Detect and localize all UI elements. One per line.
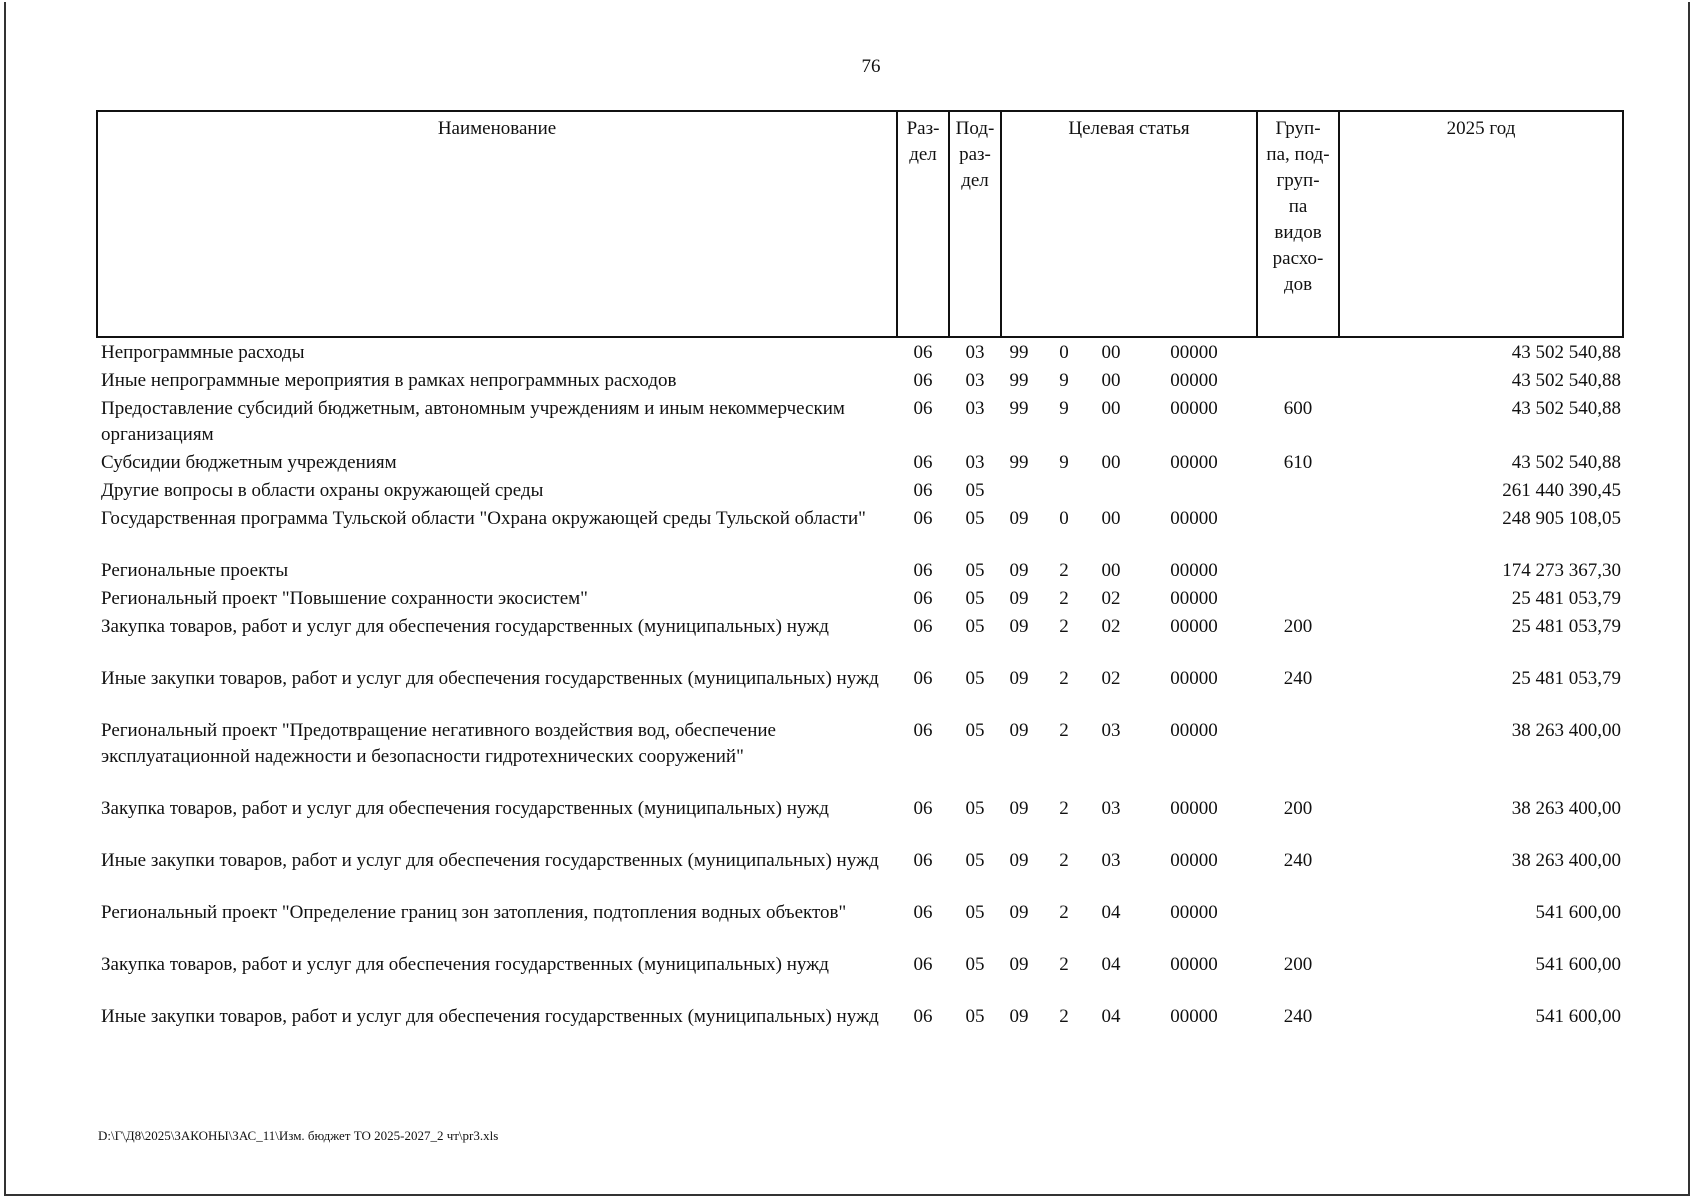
- row-target-event: 03: [1101, 798, 1121, 819]
- row-name: Региональный проект "Повышение сохранности экосистем": [101, 588, 588, 609]
- row-expense-group: [1257, 556, 1339, 584]
- row-target-subprogram: 9: [1059, 452, 1069, 473]
- row-target-event: 04: [1101, 954, 1121, 975]
- row-target-subprogram: 9: [1059, 370, 1069, 391]
- row-name: Иные непрограммные мероприятия в рамках непрограммных расходов: [101, 370, 677, 391]
- row-target-program: 99: [1009, 398, 1029, 419]
- row-target-program: 09: [1009, 668, 1029, 689]
- row-amount: 38 263 400,00: [1511, 850, 1622, 871]
- row-target-direction: 00000: [1170, 668, 1218, 689]
- row-target-program: 09: [1009, 954, 1029, 975]
- row-subsection: 05: [965, 668, 985, 689]
- header-section: Раз- дел: [897, 111, 949, 337]
- table-header-row: [97, 111, 1623, 337]
- header-name: Наименование: [97, 111, 897, 337]
- row-target-event: 02: [1101, 616, 1121, 637]
- row-amount: 174 273 367,30: [1502, 560, 1622, 581]
- row-subsection: 03: [965, 370, 985, 391]
- row-target-program: 09: [1009, 902, 1029, 923]
- row-expense-group: 240: [1283, 850, 1313, 871]
- row-target-subprogram: 0: [1059, 342, 1069, 363]
- row-target-direction: 00000: [1170, 720, 1218, 741]
- header-target-article: Целевая статья: [1001, 111, 1257, 337]
- row-expense-group: 200: [1283, 954, 1313, 975]
- row-target-direction: 00000: [1170, 954, 1218, 975]
- row-section: 06: [913, 850, 933, 871]
- row-target-subprogram: 2: [1059, 1006, 1069, 1027]
- row-target-event: 00: [1101, 398, 1121, 419]
- row-name: Региональный проект "Предотвращение негативного воздействия вод, обеспечение эксплуатационной надежности и безопасности гидротехнических сооружений": [101, 720, 776, 767]
- table-row: [97, 476, 1623, 504]
- row-name: Иные закупки товаров, работ и услуг для обеспечения государственных (муниципальных) нужд: [101, 1006, 879, 1027]
- row-amount: 38 263 400,00: [1511, 798, 1622, 819]
- row-name: Государственная программа Тульской области "Охрана окружающей среды Тульской области": [101, 508, 866, 529]
- table-row: [97, 950, 1623, 1002]
- row-subsection: 05: [965, 954, 985, 975]
- row-target-event: 03: [1101, 850, 1121, 871]
- row-section: 06: [913, 902, 933, 923]
- row-expense-group: 200: [1283, 616, 1313, 637]
- row-section: 06: [913, 508, 933, 529]
- row-section: 06: [913, 452, 933, 473]
- row-subsection: 03: [965, 398, 985, 419]
- row-target-program: 09: [1009, 616, 1029, 637]
- row-section: 06: [913, 560, 933, 581]
- row-name: Субсидии бюджетным учреждениям: [101, 452, 397, 473]
- row-amount: 38 263 400,00: [1511, 720, 1622, 741]
- row-target-program: 99: [1009, 342, 1029, 363]
- table-row: [97, 716, 1623, 794]
- table-row: [97, 612, 1623, 664]
- row-target-direction: 00000: [1170, 902, 1218, 923]
- row-target-subprogram: 2: [1059, 954, 1069, 975]
- file-path-footer: D:\Г\Д8\2025\ЗАКОНЫ\ЗАС_11\Изм. бюджет ТО 2025-2027_2 чт\pr3.xls: [98, 1128, 499, 1143]
- row-target-direction: [1131, 476, 1257, 504]
- row-subsection: 05: [965, 850, 985, 871]
- row-target-direction: 00000: [1170, 850, 1218, 871]
- row-target-subprogram: 0: [1059, 508, 1069, 529]
- row-target-subprogram: 2: [1059, 560, 1069, 581]
- row-target-direction: 00000: [1170, 1006, 1218, 1027]
- row-target-program: 09: [1009, 588, 1029, 609]
- table-row: [97, 664, 1623, 716]
- row-name: Региональные проекты: [101, 560, 289, 581]
- row-amount: 541 600,00: [1535, 954, 1622, 975]
- row-target-program: 09: [1009, 798, 1029, 819]
- row-target-program: 99: [1009, 370, 1029, 391]
- row-target-subprogram: [1037, 476, 1091, 504]
- row-target-event: 00: [1101, 560, 1121, 581]
- row-target-program: 09: [1009, 850, 1029, 871]
- row-section: 06: [913, 480, 933, 501]
- row-amount: 43 502 540,88: [1511, 342, 1622, 363]
- row-expense-group: 200: [1283, 798, 1313, 819]
- row-expense-group: 600: [1283, 398, 1313, 419]
- row-target-subprogram: 2: [1059, 902, 1069, 923]
- row-name: Иные закупки товаров, работ и услуг для обеспечения государственных (муниципальных) нужд: [101, 668, 879, 689]
- row-target-subprogram: 2: [1059, 668, 1069, 689]
- row-expense-group: [1257, 504, 1339, 556]
- row-subsection: 05: [965, 480, 985, 501]
- row-target-event: 02: [1101, 668, 1121, 689]
- page-number: 76: [861, 56, 881, 77]
- row-name: Закупка товаров, работ и услуг для обеспечения государственных (муниципальных) нужд: [101, 954, 829, 975]
- row-amount: 43 502 540,88: [1511, 370, 1622, 391]
- row-amount: 25 481 053,79: [1511, 668, 1622, 689]
- table-row: [97, 846, 1623, 898]
- table-row: [97, 556, 1623, 584]
- row-target-direction: 00000: [1170, 798, 1218, 819]
- row-section: 06: [913, 720, 933, 741]
- row-target-event: 00: [1101, 370, 1121, 391]
- row-expense-group: [1257, 716, 1339, 794]
- row-target-event: 04: [1101, 902, 1121, 923]
- table-row: [97, 898, 1623, 950]
- row-target-subprogram: 2: [1059, 616, 1069, 637]
- row-target-event: 00: [1101, 342, 1121, 363]
- row-target-program: 09: [1009, 508, 1029, 529]
- row-subsection: 03: [965, 452, 985, 473]
- row-target-program: 09: [1009, 560, 1029, 581]
- row-target-direction: 00000: [1170, 508, 1218, 529]
- row-section: 06: [913, 1006, 933, 1027]
- row-amount: 261 440 390,45: [1502, 480, 1622, 501]
- row-subsection: 05: [965, 902, 985, 923]
- row-subsection: 05: [965, 720, 985, 741]
- row-name: Закупка товаров, работ и услуг для обеспечения государственных (муниципальных) нужд: [101, 798, 829, 819]
- row-subsection: 05: [965, 588, 985, 609]
- row-amount: 43 502 540,88: [1511, 398, 1622, 419]
- row-name: Предоставление субсидий бюджетным, автономным учреждениям и иным некоммерческим организациям: [101, 398, 845, 445]
- row-section: 06: [913, 668, 933, 689]
- row-section: 06: [913, 398, 933, 419]
- row-expense-group: [1257, 337, 1339, 366]
- row-expense-group: [1257, 584, 1339, 612]
- row-target-subprogram: 2: [1059, 798, 1069, 819]
- budget-table: [96, 110, 1624, 1054]
- row-target-subprogram: 2: [1059, 850, 1069, 871]
- table-row: [97, 448, 1623, 476]
- row-subsection: 05: [965, 616, 985, 637]
- row-expense-group: [1257, 898, 1339, 950]
- row-subsection: 03: [965, 342, 985, 363]
- table-row: [97, 1002, 1623, 1054]
- row-target-direction: 00000: [1170, 588, 1218, 609]
- row-expense-group: [1257, 476, 1339, 504]
- row-amount: 43 502 540,88: [1511, 452, 1622, 473]
- row-expense-group: 240: [1283, 668, 1313, 689]
- row-target-direction: 00000: [1170, 452, 1218, 473]
- table-row: [97, 504, 1623, 556]
- row-target-direction: 00000: [1170, 616, 1218, 637]
- row-amount: 541 600,00: [1535, 902, 1622, 923]
- row-subsection: 05: [965, 508, 985, 529]
- row-target-program: 09: [1009, 720, 1029, 741]
- row-target-direction: 00000: [1170, 398, 1218, 419]
- row-expense-group: 240: [1283, 1006, 1313, 1027]
- row-target-direction: 00000: [1170, 370, 1218, 391]
- row-target-event: 00: [1101, 452, 1121, 473]
- row-section: 06: [913, 588, 933, 609]
- row-name: Непрограммные расходы: [101, 342, 305, 363]
- row-target-program: [1001, 476, 1037, 504]
- row-subsection: 05: [965, 798, 985, 819]
- row-amount: 248 905 108,05: [1502, 508, 1622, 529]
- row-section: 06: [913, 798, 933, 819]
- table-row: [97, 394, 1623, 448]
- row-target-event: 04: [1101, 1006, 1121, 1027]
- row-section: 06: [913, 370, 933, 391]
- row-section: 06: [913, 616, 933, 637]
- row-target-program: 09: [1009, 1006, 1029, 1027]
- table-row: [97, 794, 1623, 846]
- header-expense-group: Груп- па, под- груп- па видов расхо- дов: [1257, 111, 1339, 337]
- row-name: Иные закупки товаров, работ и услуг для обеспечения государственных (муниципальных) нужд: [101, 850, 879, 871]
- row-section: 06: [913, 954, 933, 975]
- row-target-program: 99: [1009, 452, 1029, 473]
- row-name: Региональный проект "Определение границ зон затопления, подтопления водных объектов": [101, 902, 847, 923]
- row-amount: 25 481 053,79: [1511, 616, 1622, 637]
- row-subsection: 05: [965, 560, 985, 581]
- row-target-subprogram: 9: [1059, 398, 1069, 419]
- row-section: 06: [913, 342, 933, 363]
- table-row: [97, 366, 1623, 394]
- row-expense-group: [1257, 366, 1339, 394]
- row-target-event: 00: [1101, 508, 1121, 529]
- row-target-subprogram: 2: [1059, 720, 1069, 741]
- row-target-event: 02: [1101, 588, 1121, 609]
- row-target-direction: 00000: [1170, 342, 1218, 363]
- header-subsection: Под- раз- дел: [949, 111, 1001, 337]
- row-amount: 541 600,00: [1535, 1006, 1622, 1027]
- row-name: Другие вопросы в области охраны окружающей среды: [101, 480, 544, 501]
- row-target-event: [1091, 476, 1131, 504]
- table-row: [97, 584, 1623, 612]
- row-target-event: 03: [1101, 720, 1121, 741]
- row-name: Закупка товаров, работ и услуг для обеспечения государственных (муниципальных) нужд: [101, 616, 829, 637]
- table-row: [97, 337, 1623, 366]
- row-amount: 25 481 053,79: [1511, 588, 1622, 609]
- row-target-direction: 00000: [1170, 560, 1218, 581]
- row-expense-group: 610: [1283, 452, 1313, 473]
- row-target-subprogram: 2: [1059, 588, 1069, 609]
- row-subsection: 05: [965, 1006, 985, 1027]
- header-year: 2025 год: [1339, 111, 1623, 337]
- table-body: [97, 337, 1623, 1054]
